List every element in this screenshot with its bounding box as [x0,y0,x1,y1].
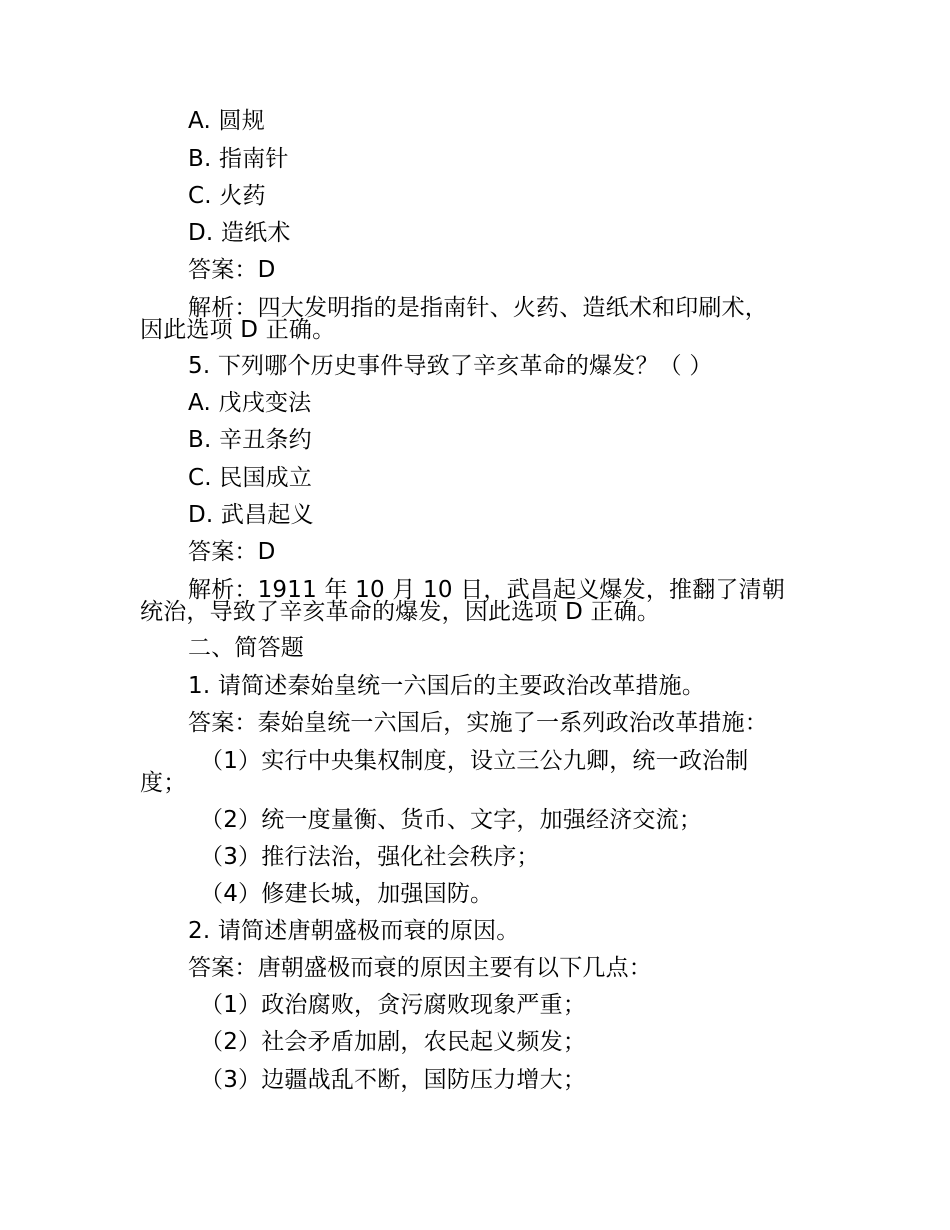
sq1-question: 1. 请简述秦始皇统一六国后的主要政治改革措施。 [188,673,706,699]
sq2-question: 2. 请简述唐朝盛极而衰的原因。 [188,918,520,944]
q5-option-b: B. 辛丑条约 [188,427,312,453]
sq1-item1-line1: （1）实行中央集权制度，设立三公九卿，统一政治制 [200,748,749,774]
q5-option-a: A. 戊戌变法 [188,390,312,416]
q4-option-d: D. 造纸术 [188,220,291,246]
sq1-answer-intro: 答案：秦始皇统一六国后，实施了一系列政治改革措施： [188,710,768,736]
q4-answer: 答案：D [188,257,276,283]
sq2-item3: （3）边疆战乱不断，国防压力增大； [200,1067,587,1093]
q4-analysis-line2: 因此选项 D 正确。 [140,317,336,343]
sq2-item1: （1）政治腐败，贪污腐败现象严重； [200,992,587,1018]
q4-option-c: C. 火药 [188,183,266,209]
sq2-item2: （2）社会矛盾加剧，农民起义频发； [200,1029,587,1055]
sq1-item4: （4）修建长城，加强国防。 [200,881,494,907]
q5-option-d: D. 武昌起义 [188,502,314,528]
q5-question: 5. 下列哪个历史事件导致了辛亥革命的爆发？（ ） [188,353,713,379]
sq1-item2: （2）统一度量衡、货币、文字，加强经济交流； [200,807,703,833]
q5-analysis-line2: 统治，导致了辛亥革命的爆发，因此选项 D 正确。 [140,599,661,625]
q4-option-b: B. 指南针 [188,146,289,172]
q4-option-a: A. 圆规 [188,108,265,134]
sq2-answer-intro: 答案：唐朝盛极而衰的原因主要有以下几点： [188,955,652,981]
section2-title: 二、简答题 [188,635,304,661]
q5-answer: 答案：D [188,539,276,565]
q4-analysis-line1: 解析：四大发明指的是指南针、火药、造纸术和印刷术， [188,295,768,321]
q5-analysis-line1: 解析：1911 年 10 月 10 日，武昌起义爆发，推翻了清朝 [188,577,786,603]
q5-option-c: C. 民国成立 [188,465,313,491]
sq1-item3: （3）推行法治，强化社会秩序； [200,844,540,870]
sq1-item1-line2: 度； [140,770,187,796]
